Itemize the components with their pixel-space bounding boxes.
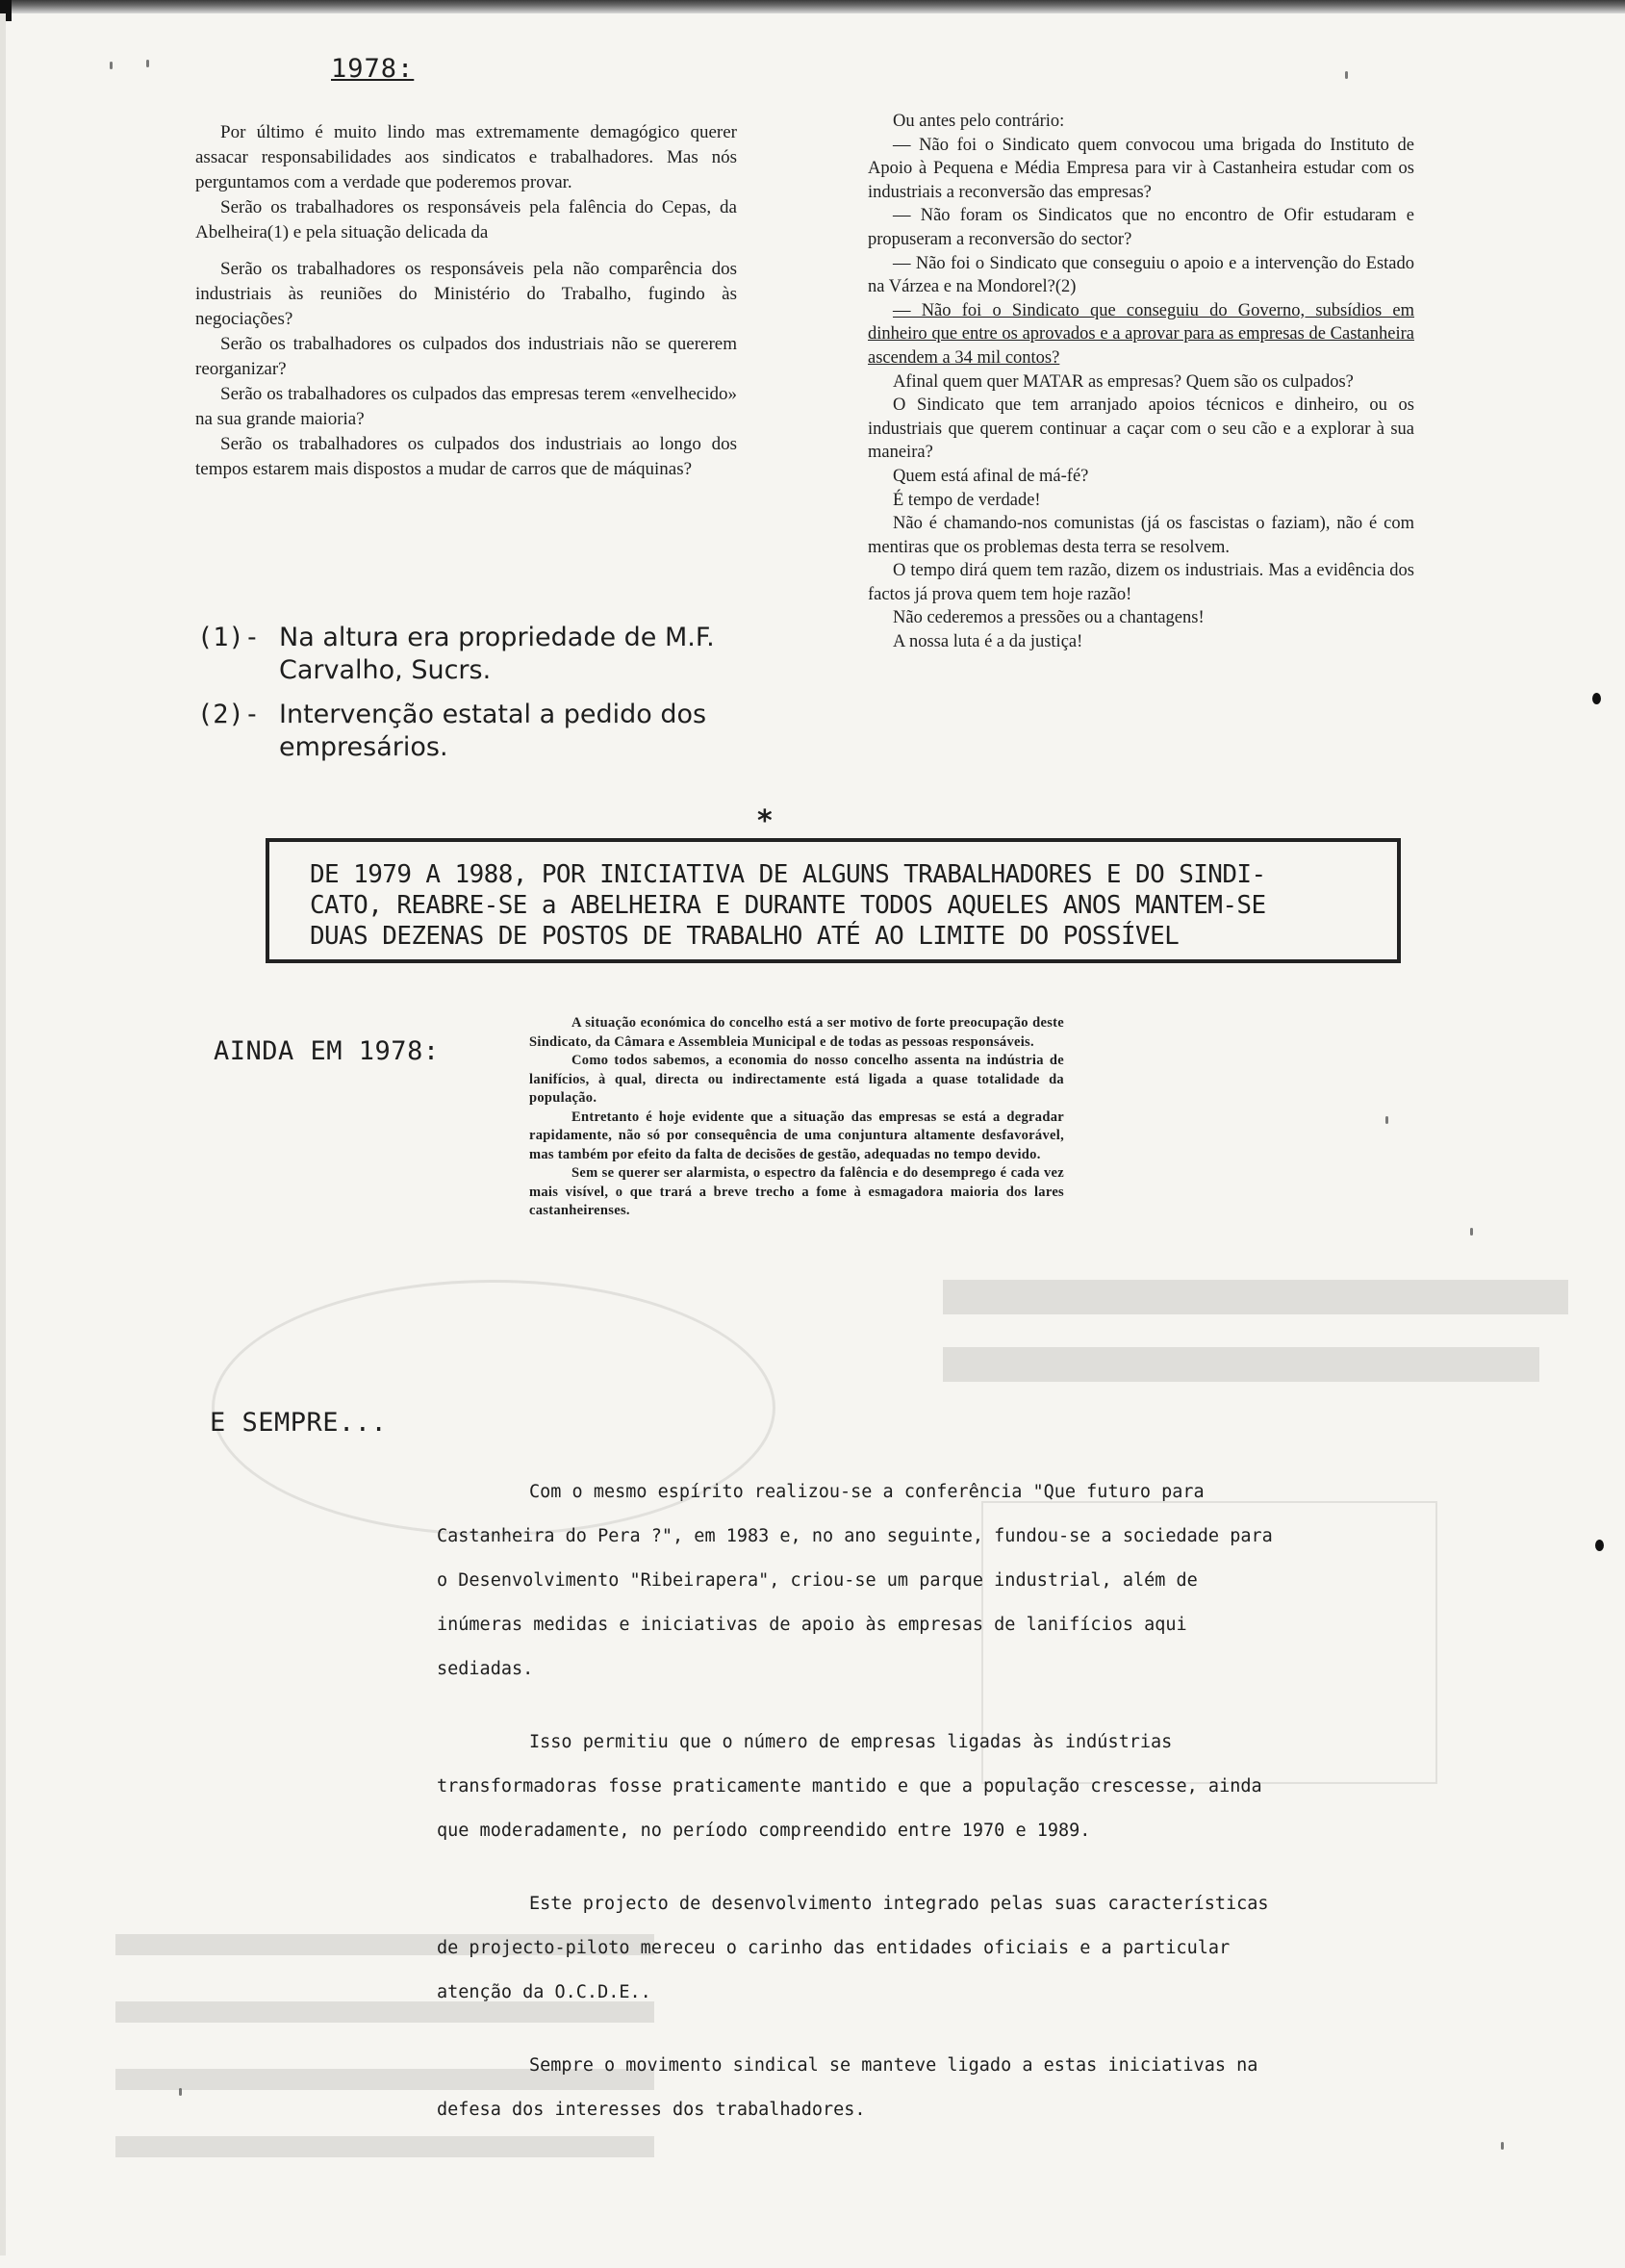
footnote bbox=[197, 622, 736, 687]
bleed-through-bar bbox=[943, 1347, 1539, 1382]
right-paragraph: O Sindicato que tem arranjado apoios técnicos e dinheiro, ou os industriais que querem continuar a caçar com o seu cão e a explorar à sua maneira? bbox=[868, 395, 1414, 463]
speck bbox=[1470, 1228, 1473, 1236]
underlined-paragraph: — Não foi o Sindicato que conseguiu do Governo, subsídios em dinheiro que entre os aprovados e a aprovar para as empresas de Castanheira ascendem a 34 mil contos? bbox=[868, 300, 1414, 368]
right-paragraph: Não é chamando-nos comunistas (já os fascistas o faziam), não é com mentiras que os problemas desta terra se resolvem. bbox=[868, 514, 1414, 557]
highlight-line: DUAS DEZENAS DE POSTOS DE TRABALHO ATÉ AO LIMITE DO POSSÍVEL bbox=[310, 922, 1180, 951]
section-separator: * bbox=[757, 804, 773, 838]
typed-section bbox=[437, 1470, 1283, 2161]
scan-top-edge bbox=[0, 0, 1625, 13]
right-paragraph: Quem está afinal de má-fé? bbox=[893, 466, 1089, 486]
news-clipping bbox=[529, 1014, 1064, 1221]
typed-paragraph: Este projecto de desenvolvimento integrado pelas suas características de projecto-piloto mereceu o carinho das entidades oficiais e a particular atenção da O.C.D.E.. bbox=[437, 1894, 1269, 2002]
right-paragraph: É tempo de verdade! bbox=[893, 490, 1041, 510]
speck bbox=[1501, 2142, 1504, 2150]
right-paragraph: — Não foi o Sindicato quem convocou uma brigada do Instituto de Apoio à Pequena e Média Empresa para vir à Castanheira estudar com os industriais a reconversão das empresas? bbox=[868, 135, 1414, 202]
speck bbox=[146, 60, 149, 67]
ainda-label: AINDA EM 1978: bbox=[214, 1036, 440, 1066]
right-paragraph: O tempo dirá quem tem razão, dizem os industriais. Mas a evidência dos factos já prova quem tem hoje razão! bbox=[868, 561, 1414, 604]
typed-paragraph: Sempre o movimento sindical se manteve ligado a estas iniciativas na defesa dos interesses dos trabalhadores. bbox=[437, 2055, 1258, 2120]
left-paragraph: Por último é muito lindo mas extremamente demagógico querer assacar responsabilidades aos sindicatos e trabalhadores. Mas nós perguntamos com a verdade que poderemos provar. bbox=[195, 122, 737, 192]
right-paragraph: A nossa luta é a da justiça! bbox=[893, 632, 1083, 652]
footnote-text: Na altura era propriedade de M.F. Carvalho, Sucrs. bbox=[279, 623, 715, 685]
typed-paragraph: Isso permitiu que o número de empresas ligadas às indústrias transformadoras fosse praticamente mantido e que a população crescesse, ainda que moderadamente, no período compreendido entre 1970 e 1989. bbox=[437, 1732, 1262, 1841]
footnote bbox=[197, 699, 736, 764]
ink-blot bbox=[1595, 1540, 1604, 1551]
footnote-number: (2)- bbox=[197, 700, 261, 729]
clipping-paragraph: Entretanto é hoje evidente que a situação das empresas se está a degradar rapidamente, não só por consequência de uma conjuntura altamente desfavorável, mas também por efeito da falta de decisões de gestão, adequadas no tempo devido. bbox=[529, 1109, 1064, 1162]
left-paragraph: Serão os trabalhadores os culpados dos industriais ao longo dos tempos estarem mais dispostos a mudar de carros que de máquinas? bbox=[195, 434, 737, 479]
left-paragraph: Serão os trabalhadores os culpados dos industriais não se quererem reorganizar? bbox=[195, 334, 737, 379]
clipping-paragraph: Sem se querer ser alarmista, o espectro da falência e do desemprego é cada vez mais visível, o que trará a breve trecho a fome à esmagadora maioria dos lares castanheirenses. bbox=[529, 1165, 1064, 1218]
page-edge bbox=[0, 13, 6, 2255]
bleed-through-bar bbox=[943, 1280, 1568, 1314]
ink-blot bbox=[1592, 693, 1601, 704]
right-paragraph: Não cederemos a pressões ou a chantagens! bbox=[893, 608, 1205, 628]
footnote-number: (1)- bbox=[197, 623, 261, 652]
footnote-text: Intervenção estatal a pedido dos empresários. bbox=[279, 700, 707, 762]
right-paragraph: — Não foram os Sindicatos que no encontro de Ofir estudaram e propuseram a reconversão do sector? bbox=[868, 206, 1414, 249]
sempre-label: E SEMPRE... bbox=[210, 1408, 388, 1438]
typed-paragraph: Com o mesmo espírito realizou-se a conferência "Que futuro para Castanheira do Pera ?", em 1983 e, no ano seguinte, fundou-se a sociedade para o Desenvolvimento "Ribeirapera", criou-se um parque industrial, além de inúmeras medidas e iniciativas de apoio às empresas de lanifícios aqui sediadas. bbox=[437, 1482, 1273, 1679]
clipping-paragraph: Como todos sabemos, a economia do nosso concelho assenta na indústria de lanifícios, à qual, directa ou indirectamente está ligada a quase totalidade da população. bbox=[529, 1053, 1064, 1106]
left-column bbox=[195, 120, 737, 482]
speck bbox=[1345, 71, 1348, 79]
right-paragraph: — Não foi o Sindicato que conseguiu o apoio e a intervenção do Estado na Várzea e na Mondorel?(2) bbox=[868, 253, 1414, 297]
right-paragraph: Afinal quem quer MATAR as empresas? Quem são os culpados? bbox=[893, 371, 1354, 392]
left-paragraph: Serão os trabalhadores os responsáveis pela falência do Cepas, da Abelheira(1) e pela situação delicada da bbox=[195, 197, 737, 242]
speck bbox=[1385, 1116, 1388, 1124]
highlight-line: DE 1979 A 1988, POR INICIATIVA DE ALGUNS TRABALHADORES E DO SINDI- bbox=[310, 860, 1266, 889]
right-paragraph: Ou antes pelo contrário: bbox=[893, 112, 1065, 131]
footnotes bbox=[197, 622, 736, 776]
left-paragraph: Serão os trabalhadores os culpados das empresas terem «envelhecido» na sua grande maioria? bbox=[195, 384, 737, 429]
highlight-line: CATO, REABRE-SE a ABELHEIRA E DURANTE TODOS AQUELES ANOS MANTEM-SE bbox=[310, 891, 1266, 920]
speck bbox=[110, 62, 113, 69]
highlight-box bbox=[266, 838, 1401, 963]
speck bbox=[179, 2088, 182, 2096]
left-paragraph: Serão os trabalhadores os responsáveis pela não comparência dos industriais às reuniões do Ministério do Trabalho, fugindo às negociações? bbox=[195, 259, 737, 329]
clipping-paragraph: A situação económica do concelho está a ser motivo de forte preocupação deste Sindicato, da Câmara e Assembleia Municipal e de todas as pessoas responsáveis. bbox=[529, 1015, 1064, 1050]
right-column bbox=[868, 110, 1414, 654]
page-title: 1978: bbox=[331, 54, 415, 84]
